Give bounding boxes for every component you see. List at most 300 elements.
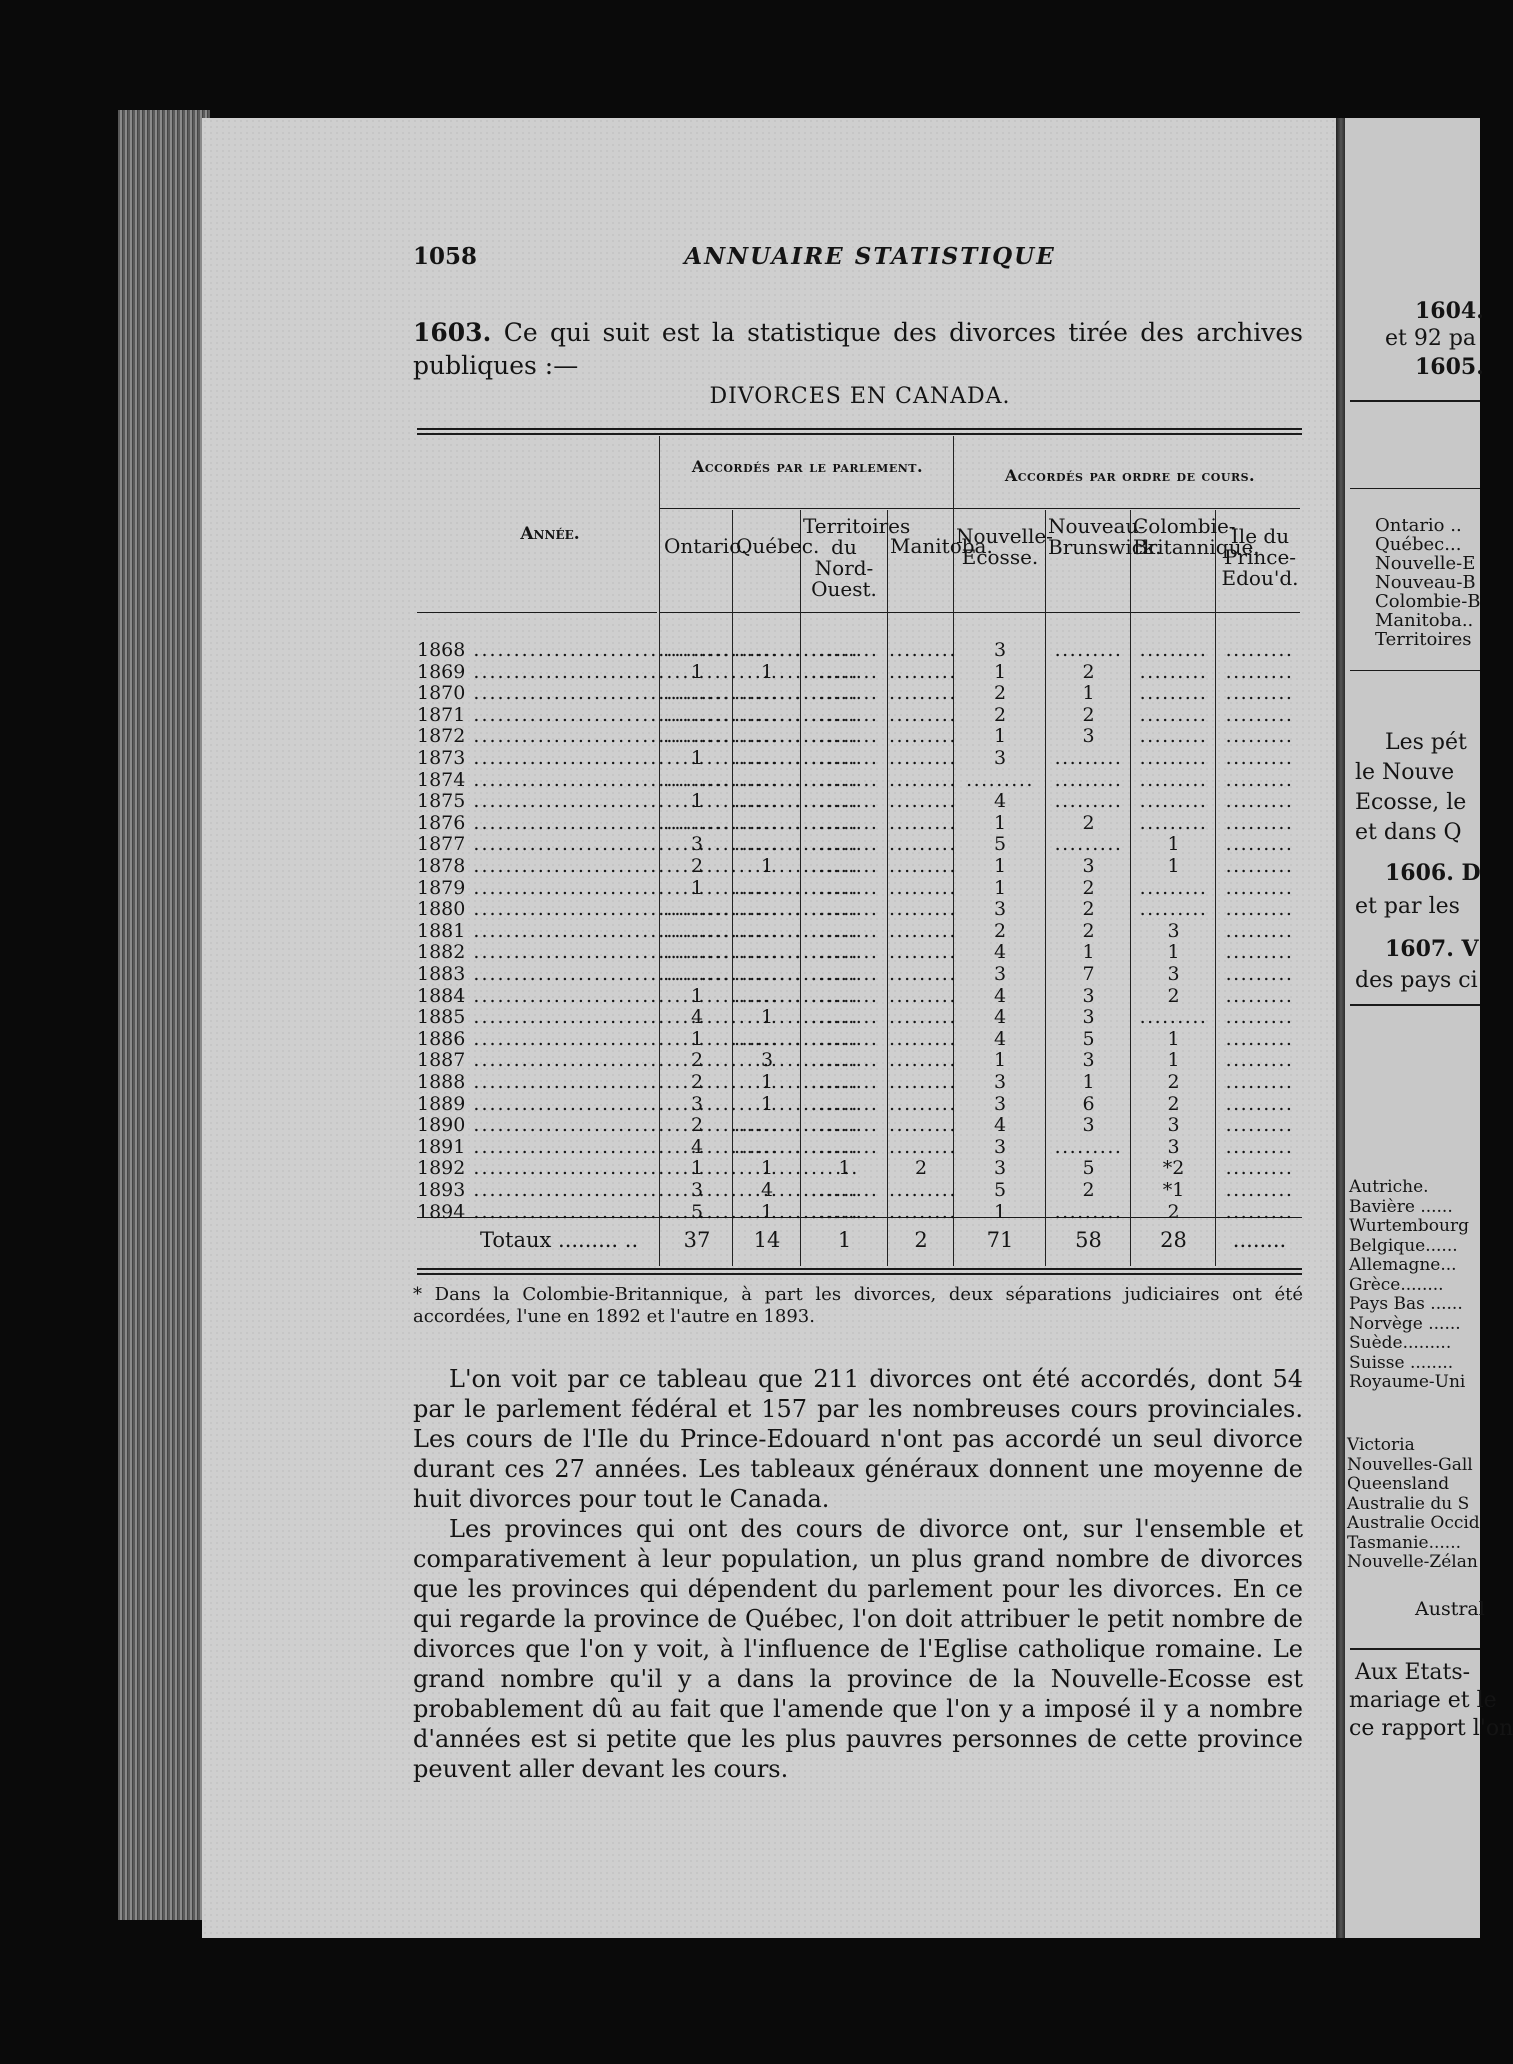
table-cell: 1	[760, 1200, 774, 1223]
table-cell	[734, 1137, 800, 1158]
table-cell: 4	[993, 941, 1007, 964]
table-cell	[662, 726, 732, 747]
table-cell	[1217, 791, 1302, 812]
right-text-line: Les pét	[1385, 730, 1467, 755]
table-cell	[734, 942, 800, 963]
table-cell: 5	[993, 833, 1007, 856]
table-cell	[1217, 705, 1302, 726]
table-cell	[1217, 986, 1302, 1007]
right-text-line: 1606. D	[1385, 860, 1481, 886]
right-line: Aux Etats-	[1355, 1660, 1471, 1685]
right-country: Belgique......	[1349, 1235, 1458, 1256]
table-cell: 1	[1167, 1049, 1180, 1072]
year-label: 1877 .....	[417, 834, 657, 855]
table-cell	[802, 640, 887, 661]
table-cell: 1	[760, 855, 774, 877]
table-cell	[734, 899, 800, 920]
total-manitoba: 2	[914, 1228, 928, 1252]
right-colony: Victoria	[1347, 1435, 1415, 1455]
table-cell: 3	[1082, 1049, 1095, 1072]
table-cell: 3	[993, 1092, 1007, 1115]
table-cell	[1132, 640, 1215, 661]
table-cell: 2	[993, 919, 1007, 942]
table-cell	[734, 640, 800, 661]
table-cell	[889, 1072, 953, 1093]
table-cell: 4	[993, 1114, 1007, 1137]
right-colony: Tasmanie......	[1347, 1532, 1462, 1553]
right-text-line: le Nouve	[1355, 760, 1455, 785]
table-cell: 3	[1167, 1114, 1180, 1137]
total-ontario: 37	[683, 1228, 711, 1252]
total-ile-du-prince-edouard: ........	[1232, 1228, 1287, 1252]
table-cell	[662, 942, 732, 963]
table-cell	[1217, 1115, 1302, 1136]
right-country: Norvège ......	[1349, 1313, 1461, 1334]
table-cell	[889, 964, 953, 985]
table-top-rule	[417, 428, 1302, 430]
table-cell	[1132, 1007, 1215, 1028]
table-cell: 1	[993, 855, 1007, 877]
year-label: 1870 .....	[417, 683, 657, 704]
right-text-line: 1607. V	[1385, 936, 1479, 962]
table-cell	[1132, 770, 1215, 791]
table-cell: 2	[690, 1071, 704, 1093]
table-cell	[1217, 899, 1302, 920]
year-label: 1869 .....	[417, 662, 657, 683]
table-cell	[662, 964, 732, 985]
table-cell	[1217, 813, 1302, 834]
col-header-colombie-britannique: Colombie-Britannique.	[1133, 514, 1260, 559]
table-cell	[802, 878, 887, 899]
table-cell	[889, 942, 953, 963]
year-label: 1883 .....	[417, 964, 657, 985]
table-cell: 3	[993, 898, 1007, 921]
table-cell: 3	[993, 1071, 1007, 1093]
book-page-edges	[118, 110, 210, 1920]
year-label: 1882 .....	[417, 942, 657, 963]
right-section-1605: 1605.	[1415, 354, 1484, 380]
table-cell: 1	[993, 811, 1007, 834]
table-cell: 2	[1082, 876, 1095, 899]
table-cell	[802, 834, 887, 855]
table-cell	[734, 1029, 800, 1050]
table-cell	[1217, 1180, 1302, 1201]
col-header-manitoba: Manitoba.	[890, 534, 993, 558]
year-label: 1892 .....	[417, 1158, 657, 1179]
right-country: Autriche.	[1349, 1177, 1429, 1197]
table-bottom-rule-2	[417, 1273, 1302, 1275]
table-cell: *1	[1162, 1179, 1185, 1201]
table-cell	[662, 705, 732, 726]
col-divider	[1045, 510, 1046, 1266]
table-cell: 2	[690, 1049, 704, 1072]
table-cell	[889, 770, 953, 791]
table-cell: 4	[993, 790, 1007, 813]
table-cell	[1132, 748, 1215, 769]
paragraph: L'on voit par ce tableau que 211 divorces ont été accordés, dont 54 par le parlement fédéral et 157 par les nombreuses cours provinciales. Les cours de l'Ile du Prince-Edouard n'ont pas accordé un seul divorce durant ces 27 années. Les tableaux généraux donnent une moyenne de huit divorces pour tout le Canada.	[413, 1365, 1303, 1513]
intro-text: Ce qui suit est la statistique des divorces tirée des archives publiques :—	[413, 318, 1303, 380]
table-cell: 5	[993, 1179, 1007, 1201]
table-cell	[734, 791, 800, 812]
table-cell	[889, 1115, 953, 1136]
table-cell	[1217, 662, 1302, 683]
right-colony: Nouvelles-Gall	[1347, 1454, 1473, 1475]
table-cell: 1	[993, 1200, 1007, 1223]
right-country: Wurtembourg	[1349, 1216, 1469, 1236]
right-rule	[1350, 400, 1480, 402]
table-cell	[889, 705, 953, 726]
table-cell	[802, 1007, 887, 1028]
table-cell	[662, 921, 732, 942]
table-cell	[802, 942, 887, 963]
table-cell	[802, 770, 887, 791]
table-cell	[889, 986, 953, 1007]
table-cell	[889, 1094, 953, 1115]
table-cell: 2	[1082, 660, 1095, 683]
table-cell: 2	[1167, 1092, 1180, 1115]
right-text-line: Ecosse, le	[1355, 790, 1467, 815]
total-quebec: 14	[753, 1228, 781, 1252]
table-cell: 1	[690, 790, 704, 813]
table-cell	[1217, 1158, 1302, 1179]
table-cell	[889, 1137, 953, 1158]
table-cell	[802, 791, 887, 812]
table-cell	[889, 856, 953, 877]
page-number: 1058	[413, 243, 478, 270]
table-cell	[889, 662, 953, 683]
table-cell	[734, 878, 800, 899]
year-label: 1884 .....	[417, 986, 657, 1007]
table-cell	[802, 813, 887, 834]
table-cell	[1217, 942, 1302, 963]
table-cell	[1132, 662, 1215, 683]
right-colony: Queensland	[1347, 1474, 1450, 1494]
table-cell: 4	[993, 984, 1007, 1007]
table-cell: 3	[993, 639, 1007, 661]
group-header-parliament: Accordés par le parlement.	[691, 457, 924, 476]
table-cell	[889, 1050, 953, 1071]
year-label: 1893 .....	[417, 1180, 657, 1201]
right-text-line: et par les	[1355, 894, 1460, 919]
table-cell	[1047, 1137, 1130, 1158]
table-bottom-rule	[417, 1268, 1302, 1270]
table-cell: 3	[993, 747, 1007, 769]
table-cell	[889, 834, 953, 855]
right-province: Territoires	[1375, 629, 1472, 650]
table-cell: 1	[1167, 833, 1180, 856]
table-cell	[802, 705, 887, 726]
table-cell	[734, 986, 800, 1007]
table-cell	[734, 921, 800, 942]
table-cell	[1132, 705, 1215, 726]
year-label: 1886 .....	[417, 1029, 657, 1050]
table-cell: 2	[1082, 919, 1095, 942]
year-label: 1871 .....	[417, 705, 657, 726]
right-rule	[1350, 488, 1480, 489]
year-label: 1881 .....	[417, 921, 657, 942]
table-cell	[1217, 856, 1302, 877]
table-cell: 1	[760, 1006, 774, 1029]
col-divider	[1130, 510, 1131, 1266]
table-cell: 3	[1082, 984, 1095, 1007]
year-label: 1885 .....	[417, 1007, 657, 1028]
right-country: Bavière ......	[1349, 1196, 1453, 1217]
year-label: 1888 .....	[417, 1072, 657, 1093]
table-cell: 1	[760, 660, 774, 683]
table-cell	[889, 921, 953, 942]
table-cell	[1217, 1137, 1302, 1158]
year-label: 1890 .....	[417, 1115, 657, 1136]
table-cell: 1	[690, 984, 704, 1007]
right-text-line: et dans Q	[1355, 820, 1462, 845]
table-cell: *2	[1162, 1157, 1185, 1180]
table-cell	[1217, 640, 1302, 661]
table-cell	[802, 1180, 887, 1201]
table-cell	[802, 1094, 887, 1115]
table-cell	[662, 899, 732, 920]
table-cell	[889, 813, 953, 834]
table-cell	[1132, 899, 1215, 920]
running-head: ANNUAIRE STATISTIQUE	[684, 243, 1056, 270]
table-cell	[734, 834, 800, 855]
table-cell	[1217, 1050, 1302, 1071]
table-cell	[889, 683, 953, 704]
table-cell: 3	[1082, 725, 1095, 748]
col-header-quebec: Québec.	[736, 534, 820, 558]
year-label: 1875 .....	[417, 791, 657, 812]
year-label: 1874 .....	[417, 770, 657, 791]
year-label: 1878 .....	[417, 856, 657, 877]
table-cell: 1	[1167, 1027, 1180, 1050]
table-cell: 2	[1082, 898, 1095, 921]
year-label: 1868 .....	[417, 640, 657, 661]
paragraph: Les provinces qui ont des cours de divorce ont, sur l'ensemble et comparativement à leur population, un plus grand nombre de divorces que les provinces qui dépendent du parlement pour les divorces. En ce qui regarde la province de Québec, l'on doit attribuer le petit nombre de divorces que l'on y voit, à l'influence de l'Eglise catholique romaine. Le grand nombre qu'il y a dans la province de la Nouvelle-Ecosse est probablement dû au fait que l'amende que l'on y a imposé il y a nombre d'années est si petite que les plus pauvres personnes de cette province peuvent aller devant les cours.	[413, 1515, 1303, 1783]
table-cell: 1	[1167, 941, 1180, 964]
table-cell	[1047, 791, 1130, 812]
table-cell	[1217, 1029, 1302, 1050]
table-cell	[802, 662, 887, 683]
header-bottom-rule	[660, 612, 1300, 613]
table-cell	[1132, 683, 1215, 704]
year-label: 1876 .....	[417, 813, 657, 834]
table-cell	[734, 748, 800, 769]
table-cell	[955, 770, 1045, 791]
table-cell	[1217, 683, 1302, 704]
table-cell: 3	[1167, 1135, 1180, 1158]
table-cell	[1217, 1007, 1302, 1028]
table-cell: 1	[993, 876, 1007, 899]
table-cell	[889, 726, 953, 747]
table-cell: 1	[1082, 941, 1095, 964]
table-cell	[1132, 726, 1215, 747]
right-rule	[1350, 1004, 1480, 1006]
table-cell: 1	[1082, 682, 1095, 705]
table-cell	[1217, 1094, 1302, 1115]
table-cell	[889, 640, 953, 661]
total-colombie-britannique: 28	[1160, 1228, 1187, 1252]
table-footnote: * Dans la Colombie-Britannique, à part les divorces, deux séparations judiciaires ont été accordées, l'une en 1892 et l'autre en 1893.	[413, 1284, 1303, 1327]
table-cell: 4	[993, 1006, 1007, 1029]
year-label: 1887 .....	[417, 1050, 657, 1071]
table-cell: 2	[1167, 1071, 1180, 1093]
total-nouvelle-ecosse: 71	[986, 1228, 1014, 1252]
table-cell	[1217, 1072, 1302, 1093]
intro-paragraph	[413, 316, 1303, 382]
right-country: Suède.........	[1349, 1333, 1452, 1353]
table-cell: 2	[993, 703, 1007, 726]
table-cell	[889, 878, 953, 899]
table-cell: 2	[993, 682, 1007, 705]
table-cell	[1047, 1202, 1130, 1223]
right-province: Ontario ..	[1375, 515, 1462, 536]
table-cell: 2	[1082, 703, 1095, 726]
table-cell: 1	[690, 747, 704, 769]
table-cell	[889, 791, 953, 812]
table-cell	[734, 1115, 800, 1136]
right-province: Colombie-B	[1375, 591, 1481, 612]
col-header-ile-du-prince-edouard: Ile du Prince-Edou'd.	[1221, 524, 1299, 590]
table-cell: 1	[1082, 1071, 1095, 1093]
table-cell: 1	[690, 1157, 704, 1180]
year-label: 1889 .....	[417, 1094, 657, 1115]
right-line: ce rapport l'on	[1349, 1716, 1513, 1741]
total-territoires: 1	[837, 1228, 852, 1252]
table-cell	[1217, 726, 1302, 747]
table-cell	[734, 683, 800, 704]
table-cell	[1217, 878, 1302, 899]
table-cell	[889, 1180, 953, 1201]
table-cell: 1	[1167, 855, 1180, 877]
table-cell	[1217, 964, 1302, 985]
table-cell: 2	[1167, 1200, 1180, 1223]
table-cell: 1	[690, 660, 704, 683]
table-cell	[734, 813, 800, 834]
table-cell	[1217, 1202, 1302, 1223]
section-number: 1603.	[413, 318, 492, 347]
table-cell	[802, 856, 887, 877]
table-cell	[1132, 813, 1215, 834]
year-label: 1873 .....	[417, 748, 657, 769]
totals-label: Totaux .....	[480, 1228, 638, 1252]
table-cell: 6	[1082, 1092, 1095, 1115]
right-page-fragment	[1345, 118, 1513, 1938]
table-cell	[1047, 640, 1130, 661]
table-cell	[662, 683, 732, 704]
body-text	[413, 1364, 1303, 1784]
right-rule	[1350, 670, 1480, 671]
table-cell: 1	[760, 1092, 774, 1115]
table-cell	[662, 813, 732, 834]
right-province: Québec...	[1375, 534, 1462, 555]
table-cell	[802, 964, 887, 985]
table-cell	[802, 899, 887, 920]
table-cell	[802, 986, 887, 1007]
table-cell: 3	[1082, 855, 1095, 877]
table-cell: 4	[760, 1179, 774, 1201]
right-country: Pays Bas ......	[1349, 1294, 1463, 1314]
table-cell: 1	[760, 1157, 774, 1180]
table-cell: 3	[690, 1092, 704, 1115]
table-cell	[1217, 770, 1302, 791]
table-cell: 3	[1082, 1006, 1095, 1029]
year-label: 1894 .....	[417, 1202, 657, 1223]
table-cell: 4	[690, 1006, 704, 1029]
table-top-rule-2	[417, 433, 1302, 435]
table-cell	[1217, 834, 1302, 855]
table-cell: 5	[690, 1200, 704, 1223]
right-country: Allemagne...	[1349, 1255, 1457, 1275]
table-cell	[802, 1202, 887, 1223]
table-cell: 2	[1082, 1179, 1095, 1201]
table-cell	[889, 899, 953, 920]
table-cell	[1047, 834, 1130, 855]
year-label: 1891 .....	[417, 1137, 657, 1158]
table-cell: 1	[690, 876, 704, 899]
table-cell: 3	[993, 1135, 1007, 1158]
table-cell: 4	[993, 1027, 1007, 1050]
table-cell	[1047, 748, 1130, 769]
right-line: Austral	[1415, 1598, 1485, 1620]
table-cell: 1	[838, 1157, 851, 1180]
col-divider	[887, 510, 888, 1266]
table-cell: 2	[914, 1157, 928, 1180]
year-label: 1872 .....	[417, 726, 657, 747]
table-cell: 4	[690, 1135, 704, 1158]
year-label: 1880 .....	[417, 899, 657, 920]
table-cell	[802, 1137, 887, 1158]
table-cell	[889, 1029, 953, 1050]
table-cell: 1	[993, 1049, 1007, 1072]
table-cell: 1	[993, 660, 1007, 683]
table-cell	[802, 726, 887, 747]
table-cell	[734, 726, 800, 747]
table-cell	[1132, 878, 1215, 899]
col-header-nouveau-brunswick: Nouveau-Brunswick.	[1048, 514, 1162, 559]
table-cell: 3	[1082, 1114, 1095, 1137]
group-rule	[660, 508, 1300, 509]
table-cell	[802, 1050, 887, 1071]
table-cell	[889, 748, 953, 769]
right-line: et 92 pa	[1385, 326, 1477, 351]
right-line: mariage et le	[1349, 1688, 1497, 1713]
col-header-ontario: Ontario.	[664, 534, 748, 558]
col-header-territoires: Territoires du Nord-Ouest.	[803, 514, 911, 601]
group-header-courts: Accordés par ordre de cours.	[1004, 466, 1256, 485]
total-nouveau-brunswick: 58	[1075, 1228, 1102, 1252]
table-cell: 3	[993, 963, 1007, 985]
right-colony: Australie Occid	[1347, 1513, 1480, 1533]
table-cell: 2	[1167, 984, 1180, 1007]
col-divider	[1215, 510, 1216, 1266]
table-cell	[802, 683, 887, 704]
table-cell	[734, 770, 800, 791]
table-cell: 3	[690, 833, 704, 856]
table-cell	[662, 640, 732, 661]
table-cell	[889, 1007, 953, 1028]
table-cell	[802, 921, 887, 942]
table-cell: 1	[993, 725, 1007, 748]
right-rule	[1350, 1648, 1480, 1650]
right-province: Nouveau-B	[1375, 572, 1476, 593]
table-cell	[1047, 770, 1130, 791]
right-province: Nouvelle-E	[1375, 553, 1476, 574]
right-colony: Australie du S	[1347, 1493, 1470, 1514]
table-cell	[734, 964, 800, 985]
table-cell	[734, 705, 800, 726]
year-label: 1879 .....	[417, 878, 657, 899]
table-cell: 3	[760, 1049, 774, 1072]
year-column-header: Année.	[520, 524, 580, 544]
